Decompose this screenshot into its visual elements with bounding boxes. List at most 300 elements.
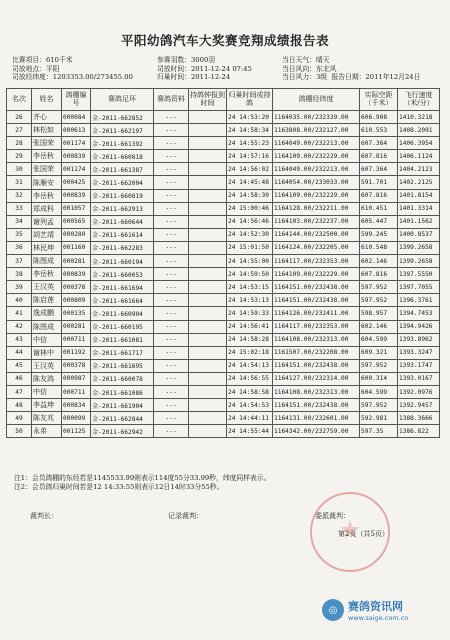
col-ring: 赛鸽足环: [91, 89, 154, 111]
cell-ring: 金-2011-661664: [91, 294, 154, 307]
cell-loft-id: 000135: [62, 307, 91, 320]
cell-speed: 1397.7055: [398, 281, 440, 294]
cell-loft-id: 000378: [62, 281, 91, 294]
cell-coordinates: 1164117.00/232353.00: [273, 255, 360, 268]
cell-speed: 1406.3954: [398, 137, 440, 150]
cell-return-time: 24 14:56:55: [227, 372, 273, 385]
cell-ring: 金-2011-660078: [91, 372, 154, 385]
cell-return-time: 24 15:01:50: [227, 241, 273, 254]
cell-loft-id: 000987: [62, 372, 91, 385]
cell-clock-time: [189, 385, 227, 398]
cell-name: 王汉英: [32, 281, 62, 294]
cell-distance: 607.816: [360, 150, 398, 163]
cell-speed: 1400.8537: [398, 228, 440, 241]
table-row: [7, 189, 440, 202]
cell-name: 王汉英: [32, 359, 62, 372]
cell-rank: 32: [7, 189, 32, 202]
cell-return-time: 24 14:58:30: [227, 189, 273, 202]
cell-distance: 597.952: [360, 399, 398, 412]
cell-loft-id: 000565: [62, 215, 91, 228]
cell-speed: 1393.0167: [398, 372, 440, 385]
cell-distance: 606.908: [360, 111, 398, 124]
table-row: [7, 307, 440, 320]
race-meta: [12, 56, 442, 82]
watermark-url: www.saige.com.cn: [348, 614, 409, 622]
table-row: [7, 320, 440, 333]
wind-force: [282, 73, 442, 82]
cell-return-time: 24 15:00:46: [227, 202, 273, 215]
cell-ring: 金-2011-660904: [91, 307, 154, 320]
cell-clock-time: [189, 241, 227, 254]
cell-ring: 金-2011-660818: [91, 150, 154, 163]
cell-loft-id: 000281: [62, 320, 91, 333]
cell-ring: 金-2011-660819: [91, 189, 154, 202]
cell-distance: 607.816: [360, 189, 398, 202]
cell-loft-id: 000834: [62, 399, 91, 412]
cell-clock-time: [189, 202, 227, 215]
cell-loft-id: 000084: [62, 111, 91, 124]
cell-distance: 602.146: [360, 255, 398, 268]
cell-clock-time: [189, 399, 227, 412]
cell-rank: 38: [7, 268, 32, 281]
release-site: 司放地点：平阳: [12, 64, 60, 73]
cell-info: ---: [154, 163, 189, 176]
cell-name: 陈图成: [32, 320, 62, 333]
cell-coordinates: 1164151.00/232438.00: [273, 359, 360, 372]
cell-rank: 47: [7, 385, 32, 398]
table-row: [7, 385, 440, 398]
col-rank: 名次: [7, 89, 32, 111]
cell-name: 林松如: [32, 124, 62, 137]
cell-return-time: 24 14:58:58: [227, 385, 273, 398]
cell-clock-time: [189, 320, 227, 333]
cell-ring: 金-2011-660053: [91, 268, 154, 281]
cell-speed: 1392.9457: [398, 399, 440, 412]
cell-return-time: 24 14:55:00: [227, 255, 273, 268]
cell-coordinates: 1164151.00/232438.00: [273, 399, 360, 412]
cell-ring: 金-2011-662004: [91, 176, 154, 189]
cell-rank: 34: [7, 215, 32, 228]
cell-clock-time: [189, 163, 227, 176]
cell-loft-id: 000099: [62, 412, 91, 425]
cell-speed: 1397.5550: [398, 268, 440, 281]
cell-name: 陈雁安: [32, 176, 62, 189]
cell-rank: 30: [7, 163, 32, 176]
cell-coordinates: 1164124.00/232205.00: [273, 241, 360, 254]
cell-return-time: 24 14:54:13: [227, 359, 273, 372]
cell-rank: 28: [7, 137, 32, 150]
cell-return-time: 24 14:55:44: [227, 425, 273, 438]
cell-name: 郑成科: [32, 202, 62, 215]
cell-rank: 49: [7, 412, 32, 425]
referee-signature: 裁判长：: [30, 512, 58, 520]
weather: 当日天气：晴天: [282, 56, 330, 64]
watermark: [322, 598, 408, 622]
cell-name: 陈图成: [32, 255, 62, 268]
cell-rank: 26: [7, 111, 32, 124]
release-coordinates: 司放经纬度：1203353.00/273455.00: [12, 73, 133, 82]
cell-ring: 金-2011-662913: [91, 202, 154, 215]
cell-distance: 607.816: [360, 268, 398, 281]
cell-speed: 1401.1562: [398, 215, 440, 228]
cell-return-time: 24 14:57:16: [227, 150, 273, 163]
cell-loft-id: 001057: [62, 202, 91, 215]
cell-name: 齐心: [32, 111, 62, 124]
cell-loft-id: 001192: [62, 346, 91, 359]
cell-loft-id: 000425: [62, 176, 91, 189]
cell-rank: 42: [7, 320, 32, 333]
cell-loft-id: 001174: [62, 163, 91, 176]
cell-speed: 1392.0976: [398, 385, 440, 398]
cell-clock-time: [189, 359, 227, 372]
table-row: [7, 241, 440, 254]
cell-distance: 610.451: [360, 202, 398, 215]
notes: [14, 474, 270, 492]
cell-speed: 1399.2658: [398, 255, 440, 268]
cell-name: 胡艺靖: [32, 228, 62, 241]
cell-rank: 44: [7, 346, 32, 359]
cell-coordinates: 1164126.00/232411.00: [273, 307, 360, 320]
cell-clock-time: [189, 333, 227, 346]
cell-rank: 29: [7, 150, 32, 163]
cell-coordinates: 1164103.00/232237.00: [273, 215, 360, 228]
cell-loft-id: 000711: [62, 333, 91, 346]
cell-name: 中信: [32, 333, 62, 346]
cell-speed: 1394.9426: [398, 320, 440, 333]
cell-distance: 609.321: [360, 346, 398, 359]
cell-distance: 592.981: [360, 412, 398, 425]
table-header-row: [7, 89, 440, 111]
col-info: 赛鸽资料: [154, 89, 189, 111]
cell-ring: 金-2011-661904: [91, 399, 154, 412]
cell-rank: 33: [7, 202, 32, 215]
cell-speed: 1406.1124: [398, 150, 440, 163]
cell-ring: 金-2011-662942: [91, 425, 154, 438]
cell-distance: 597.952: [360, 359, 398, 372]
cell-clock-time: [189, 150, 227, 163]
cell-loft-id: 000280: [62, 228, 91, 241]
table-row: [7, 346, 440, 359]
cell-info: ---: [154, 228, 189, 241]
cell-info: ---: [154, 111, 189, 124]
cell-info: ---: [154, 189, 189, 202]
cell-coordinates: 1164117.00/232353.00: [273, 320, 360, 333]
col-speed: 飞行速度（米/分）: [398, 89, 440, 111]
cell-rank: 27: [7, 124, 32, 137]
cell-clock-time: [189, 124, 227, 137]
cell-rank: 50: [7, 425, 32, 438]
cell-clock-time: [189, 372, 227, 385]
cell-ring: 金-2011-660195: [91, 320, 154, 333]
cell-speed: 1393.1747: [398, 359, 440, 372]
cell-loft-id: 001174: [62, 137, 91, 150]
cell-loft-id: 001125: [62, 425, 91, 438]
cell-rank: 46: [7, 372, 32, 385]
cell-return-time: 24 14:58:34: [227, 124, 273, 137]
cell-speed: 1408.2091: [398, 124, 440, 137]
cell-speed: 1401.3314: [398, 202, 440, 215]
table-row: [7, 150, 440, 163]
cell-ring: 金-2011-662283: [91, 241, 154, 254]
cell-info: ---: [154, 307, 189, 320]
cell-speed: 1393.3247: [398, 346, 440, 359]
cell-ring: 金-2011-662852: [91, 111, 154, 124]
cell-distance: 591.701: [360, 176, 398, 189]
table-row: [7, 124, 440, 137]
cell-name: 中信: [32, 385, 62, 398]
cell-coordinates: 1164151.00/232438.00: [273, 281, 360, 294]
table-row: [7, 163, 440, 176]
table-row: [7, 215, 440, 228]
cell-coordinates: 1164109.00/232229.00: [273, 189, 360, 202]
cell-info: ---: [154, 150, 189, 163]
note-2: 注2：会员鸽归巢时间若是12 14:33:55则表示12日14时33分55秒。: [14, 483, 224, 491]
cell-info: ---: [154, 176, 189, 189]
table-row: [7, 333, 440, 346]
cell-name: 张国荣: [32, 137, 62, 150]
cell-rank: 40: [7, 294, 32, 307]
cell-return-time: 24 14:59:50: [227, 268, 273, 281]
entries: 参赛羽数：3000羽: [157, 56, 216, 64]
cell-return-time: 24 14:44:11: [227, 412, 273, 425]
watermark-name: 赛鸽资讯网: [348, 600, 403, 613]
cell-speed: 1410.3218: [398, 111, 440, 124]
cell-ring: 金-2011-661717: [91, 346, 154, 359]
cell-clock-time: [189, 281, 227, 294]
cell-distance: 605.447: [360, 215, 398, 228]
cell-info: ---: [154, 215, 189, 228]
cell-loft-id: 000839: [62, 189, 91, 202]
cell-speed: 1388.3666: [398, 412, 440, 425]
cell-clock-time: [189, 137, 227, 150]
cell-coordinates: 1164128.00/232211.00: [273, 202, 360, 215]
cell-return-time: 24 14:53:13: [227, 294, 273, 307]
cell-return-time: 24 14:55:23: [227, 137, 273, 150]
cell-ring: 金-2011-662197: [91, 124, 154, 137]
cell-clock-time: [189, 346, 227, 359]
cell-coordinates: 1164108.00/232313.00: [273, 333, 360, 346]
cell-distance: 597.952: [360, 281, 398, 294]
cell-speed: 1386.822: [398, 425, 440, 438]
cell-ring: 金-2011-661614: [91, 228, 154, 241]
release-time: 司放时间：2011-12-24 07:45: [157, 64, 252, 73]
cell-loft-id: 000839: [62, 268, 91, 281]
cell-name: 林民坤: [32, 241, 62, 254]
cell-rank: 36: [7, 241, 32, 254]
table-row: [7, 137, 440, 150]
cell-name: 李岳秋: [32, 268, 62, 281]
cell-speed: 1394.7453: [398, 307, 440, 320]
cell-ring: 金-2011-661086: [91, 385, 154, 398]
cell-coordinates: 1164109.00/232229.00: [273, 150, 360, 163]
cell-speed: 1399.2658: [398, 241, 440, 254]
cell-info: ---: [154, 346, 189, 359]
cell-info: ---: [154, 124, 189, 137]
watermark-logo-icon: ◎: [322, 599, 344, 621]
cell-loft-id: 000613: [62, 124, 91, 137]
cell-clock-time: [189, 176, 227, 189]
cell-clock-time: [189, 111, 227, 124]
cell-name: 陈友鸿: [32, 372, 62, 385]
cell-coordinates: 1164127.00/232314.00: [273, 372, 360, 385]
race-item: 比赛项目：610千米: [12, 56, 73, 64]
return-time: 归巢时间：2011-12-24: [157, 73, 231, 82]
cell-ring: 金-2011-661695: [91, 359, 154, 372]
cell-name: 陈友兆: [32, 412, 62, 425]
cell-info: ---: [154, 425, 189, 438]
table-row: [7, 255, 440, 268]
cell-distance: 597.952: [360, 294, 398, 307]
cell-return-time: 24 14:58:28: [227, 333, 273, 346]
page-number: 第2页（共5页）: [338, 530, 389, 538]
cell-coordinates: 1164049.00/232213.00: [273, 137, 360, 150]
cell-rank: 31: [7, 176, 32, 189]
cell-distance: 598.957: [360, 307, 398, 320]
cell-rank: 39: [7, 281, 32, 294]
cell-return-time: 24 14:56:02: [227, 163, 273, 176]
col-clock-time: 持鸽钟报到时间: [189, 89, 227, 111]
table-row: [7, 359, 440, 372]
cell-info: ---: [154, 320, 189, 333]
cell-coordinates: 1164049.00/232213.00: [273, 163, 360, 176]
cell-return-time: 24 14:52:30: [227, 228, 273, 241]
cell-loft-id: 000809: [62, 294, 91, 307]
cell-speed: 1404.2123: [398, 163, 440, 176]
cell-coordinates: 1164151.00/232438.00: [273, 294, 360, 307]
cell-return-time: 24 15:02:18: [227, 346, 273, 359]
cell-info: ---: [154, 412, 189, 425]
cell-clock-time: [189, 228, 227, 241]
table-row: [7, 176, 440, 189]
table-row: [7, 412, 440, 425]
cell-info: ---: [154, 255, 189, 268]
cell-distance: 602.146: [360, 320, 398, 333]
table-row: [7, 294, 440, 307]
cell-distance: 604.599: [360, 333, 398, 346]
report-date: 报告日期：2011年12月24日: [331, 73, 421, 82]
cell-coordinates: 1164131.00/232601.00: [273, 412, 360, 425]
cell-ring: 金-2011-661081: [91, 333, 154, 346]
cell-name: 永弟: [32, 425, 62, 438]
cell-ring: 金-2011-661387: [91, 163, 154, 176]
table-row: [7, 425, 440, 438]
cell-coordinates: 1164144.00/232500.00: [273, 228, 360, 241]
cell-info: ---: [154, 359, 189, 372]
cell-info: ---: [154, 372, 189, 385]
cell-name: 逸成鹏: [32, 307, 62, 320]
cell-speed: 1402.2125: [398, 176, 440, 189]
cell-clock-time: [189, 307, 227, 320]
table-row: [7, 228, 440, 241]
cell-loft-id: 000711: [62, 385, 91, 398]
cell-name: 陈启莲: [32, 294, 62, 307]
cell-clock-time: [189, 255, 227, 268]
cell-return-time: 24 14:59:33: [227, 307, 273, 320]
cell-clock-time: [189, 425, 227, 438]
cell-coordinates: 1164054.00/233033.00: [273, 176, 360, 189]
cell-return-time: 24 14:56:41: [227, 320, 273, 333]
cell-return-time: 24 14:45:48: [227, 176, 273, 189]
cell-clock-time: [189, 215, 227, 228]
cell-info: ---: [154, 294, 189, 307]
table-row: [7, 372, 440, 385]
cell-rank: 41: [7, 307, 32, 320]
cell-clock-time: [189, 189, 227, 202]
cell-coordinates: 1164109.00/232229.00: [273, 268, 360, 281]
cell-info: ---: [154, 137, 189, 150]
cell-coordinates: 1164342.00/232759.00: [273, 425, 360, 438]
cell-name: 李岳秋: [32, 150, 62, 163]
cell-distance: 597.35: [360, 425, 398, 438]
col-distance: 实际空距（千米）: [360, 89, 398, 111]
table-row: [7, 268, 440, 281]
cell-clock-time: [189, 412, 227, 425]
cell-speed: 1396.3761: [398, 294, 440, 307]
cell-name: 李岳秋: [32, 189, 62, 202]
note-1: 注1：会员鸽棚的东经若是1145533.99则表示114度55分33.99秒，纬度同样表示。: [14, 474, 271, 482]
cell-ring: 金-2011-662844: [91, 412, 154, 425]
cell-info: ---: [154, 281, 189, 294]
wind-direction: 当日风向：东北风: [282, 64, 337, 73]
cell-info: ---: [154, 241, 189, 254]
cell-ring: 金-2011-661392: [91, 137, 154, 150]
cell-clock-time: [189, 294, 227, 307]
cell-ring: 金-2011-661694: [91, 281, 154, 294]
col-return-time: 归巢时间或持鸽: [227, 89, 273, 111]
cell-rank: 45: [7, 359, 32, 372]
cell-name: 谢林中: [32, 346, 62, 359]
cell-name: 张国荣: [32, 163, 62, 176]
table-row: [7, 111, 440, 124]
cell-info: ---: [154, 385, 189, 398]
cell-coordinates: 1164108.00/232313.00: [273, 385, 360, 398]
col-coordinates: 鸽棚经纬度: [273, 89, 360, 111]
cell-ring: 金-2011-660194: [91, 255, 154, 268]
cell-info: ---: [154, 268, 189, 281]
cell-info: ---: [154, 202, 189, 215]
cell-clock-time: [189, 268, 227, 281]
cell-info: ---: [154, 333, 189, 346]
cell-distance: 600.314: [360, 372, 398, 385]
cell-ring: 金-2011-660644: [91, 215, 154, 228]
report-title: 平阳幼鸽汽车大奖赛竞翔成绩报告表: [120, 33, 329, 48]
cell-loft-id: 000839: [62, 150, 91, 163]
wind-force-text: 当日风力：3级: [282, 73, 328, 82]
table-row: [7, 281, 440, 294]
col-name: 姓名: [32, 89, 62, 111]
cell-return-time: 24 14:56:46: [227, 215, 273, 228]
cell-rank: 37: [7, 255, 32, 268]
cell-coordinates: 1161507.00/232208.00: [273, 346, 360, 359]
cell-return-time: 24 14:53:20: [227, 111, 273, 124]
results-table: [6, 88, 440, 438]
recorder-signature: 记录裁判：: [168, 512, 203, 520]
table-row: [7, 202, 440, 215]
cell-rank: 43: [7, 333, 32, 346]
cell-name: 李益坤: [32, 399, 62, 412]
cell-info: ---: [154, 399, 189, 412]
cell-loft-id: 000378: [62, 359, 91, 372]
cell-loft-id: 000281: [62, 255, 91, 268]
cell-rank: 48: [7, 399, 32, 412]
cell-return-time: 24 14:53:15: [227, 281, 273, 294]
cell-distance: 599.245: [360, 228, 398, 241]
committee-signature: 委派裁判：: [315, 512, 350, 520]
cell-coordinates: 1163808.00/232127.00: [273, 124, 360, 137]
cell-speed: 1393.8962: [398, 333, 440, 346]
cell-distance: 607.364: [360, 163, 398, 176]
cell-loft-id: 001160: [62, 241, 91, 254]
